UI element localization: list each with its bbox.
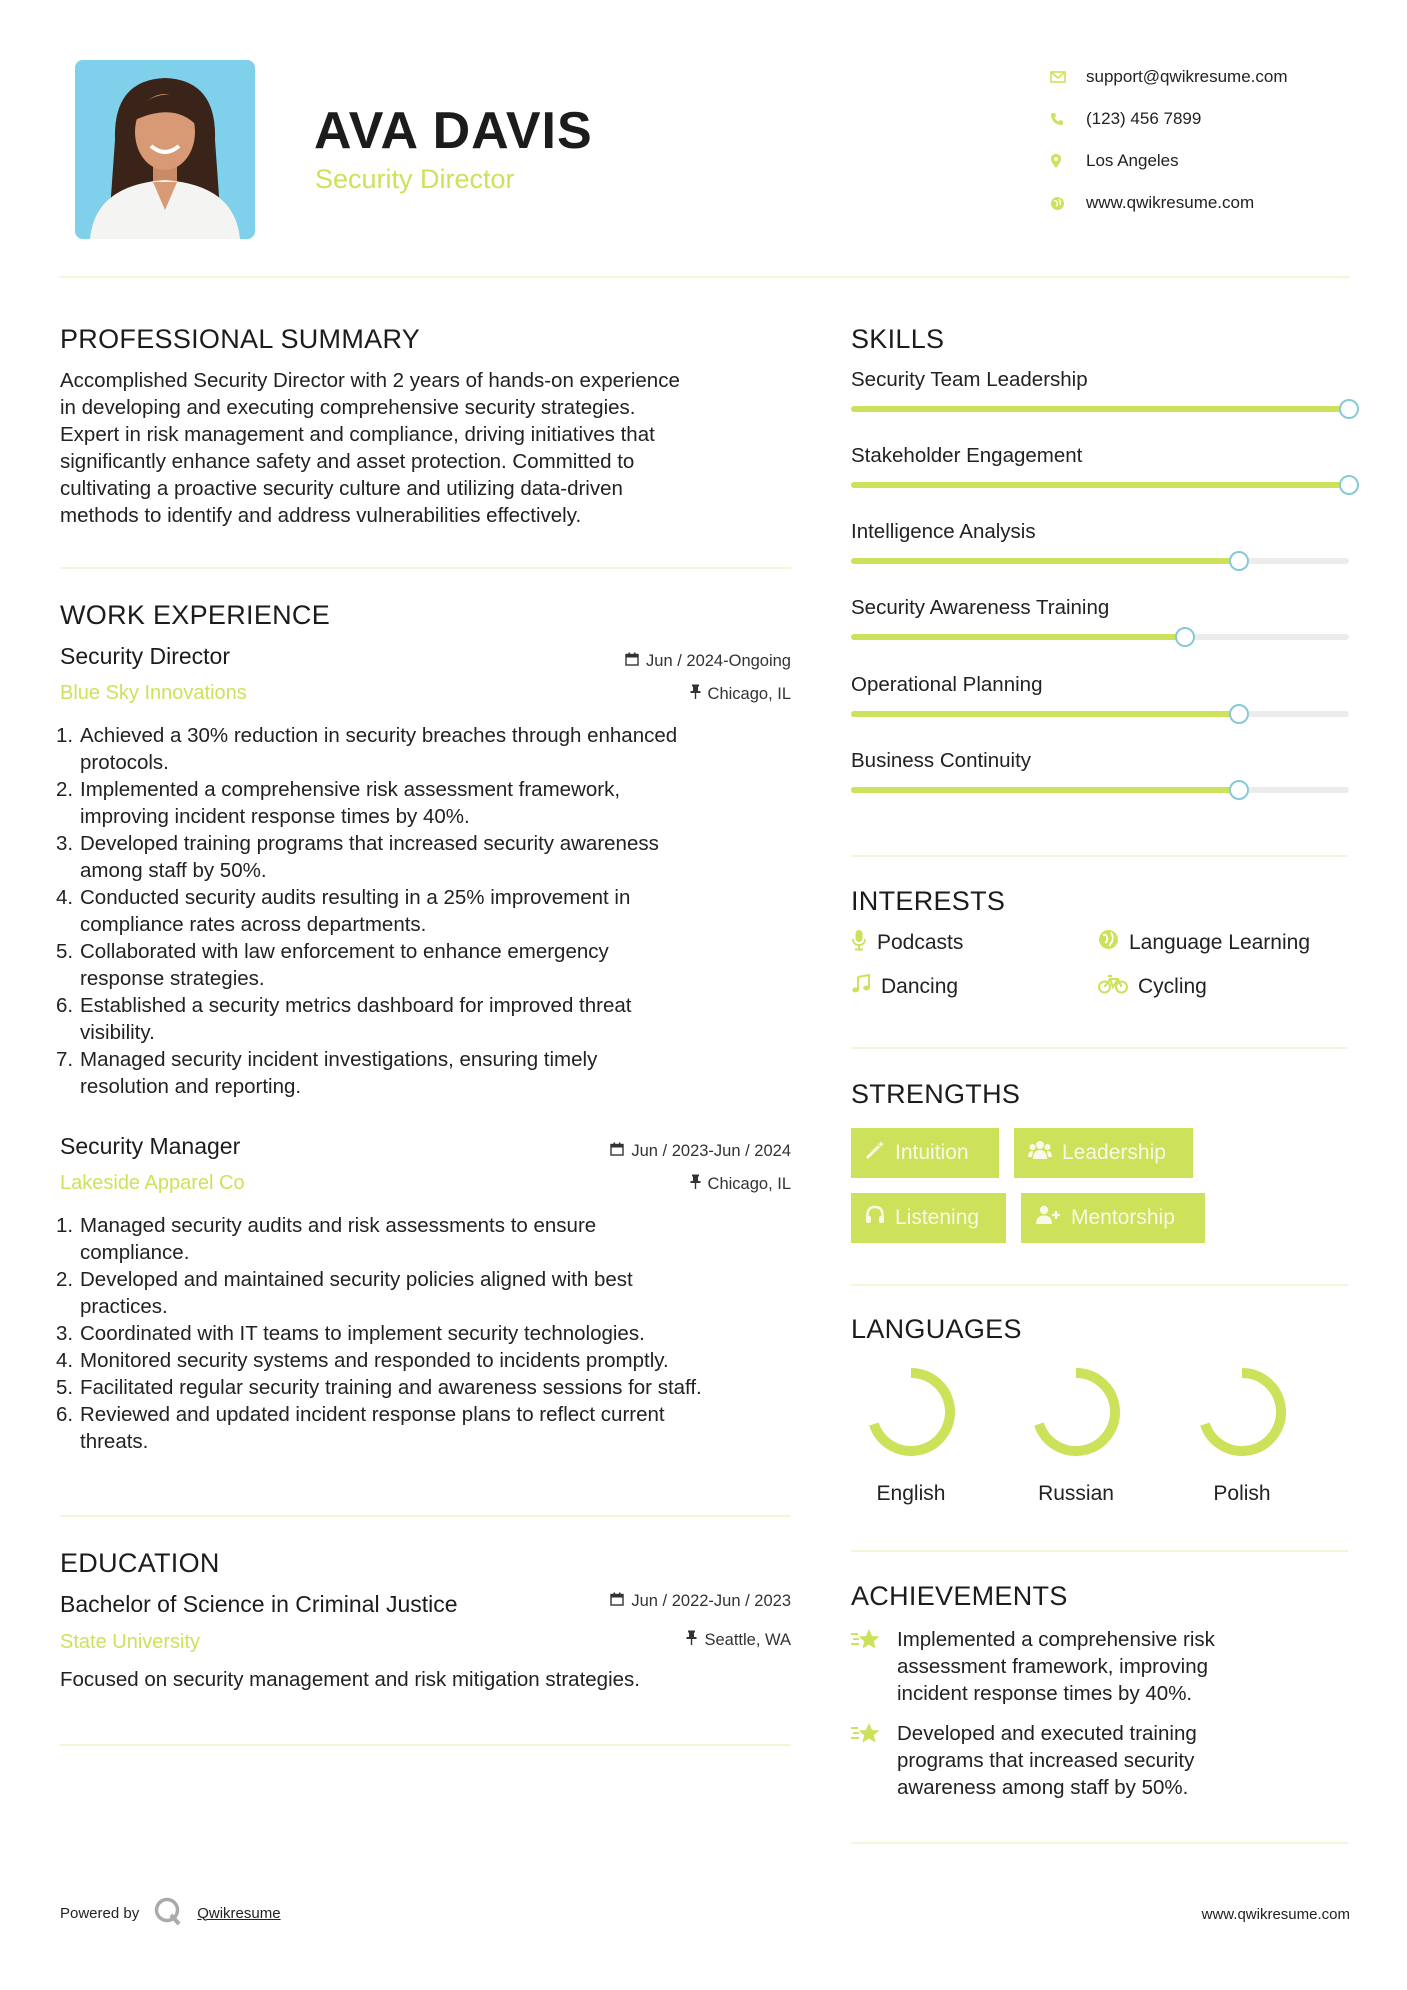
list-item: 4. Conducted security audits resulting in a 25% improvement in compliance rates across departments. [56, 886, 631, 936]
language-name: English [876, 1482, 946, 1505]
music-note-icon [851, 974, 871, 1000]
achievement-item [851, 1626, 1331, 1707]
language-ring [1182, 1365, 1302, 1459]
candidate-title: Security Director [315, 164, 515, 194]
summary-heading: PROFESSIONAL SUMMARY [60, 324, 421, 354]
user-plus-icon [1035, 1205, 1061, 1231]
interest-item [1098, 974, 1207, 1000]
pushpin-icon [690, 1174, 701, 1194]
skill-track [851, 558, 1349, 564]
skill-track [851, 406, 1349, 412]
skill-fill [851, 711, 1239, 717]
skills-divider [851, 855, 1348, 857]
interest-item [1098, 929, 1310, 956]
achievement-text: Developed and executed training programs that increased security awareness among staff by 50%. [897, 1722, 1197, 1799]
calendar-icon [625, 652, 639, 671]
interest-label: Cycling [1138, 975, 1207, 998]
skill-item [851, 520, 1351, 544]
profile-photo-image [75, 60, 255, 239]
globe-icon [1098, 929, 1119, 956]
summary-line: Expert in risk management and compliance, driving initiatives that [60, 423, 655, 446]
achievement-item [851, 1720, 1331, 1801]
contact-phone[interactable] [1050, 98, 1288, 140]
strength-label: Intuition [895, 1141, 969, 1164]
list-item: 1. Achieved a 30% reduction in security breaches through enhanced protocols. [56, 724, 678, 774]
summary-text [60, 367, 800, 529]
job-date [610, 1142, 791, 1161]
skill-item [851, 596, 1351, 620]
languages-divider [851, 1550, 1348, 1552]
skill-fill [851, 787, 1239, 793]
list-item: 5. Facilitated regular security training and awareness sessions for staff. [56, 1376, 702, 1399]
skills-heading: SKILLS [851, 324, 945, 354]
candidate-name: AVA DAVIS [314, 102, 593, 160]
strength-label: Mentorship [1071, 1206, 1175, 1229]
qwikresume-logo-icon [153, 1896, 183, 1930]
skill-fill [851, 558, 1239, 564]
header-divider [60, 276, 1350, 278]
strength-chip [851, 1193, 1006, 1243]
summary-line: in developing and executing comprehensive security strategies. [60, 396, 636, 419]
profile-photo [75, 60, 255, 239]
contact-email[interactable] [1050, 56, 1288, 98]
strength-chip [1021, 1193, 1205, 1243]
list-item: 3. Coordinated with IT teams to implement security technologies. [56, 1322, 645, 1345]
experience-heading: WORK EXPERIENCE [60, 600, 331, 630]
language-ring-arc [1039, 1373, 1115, 1451]
skill-name: Stakeholder Engagement [851, 444, 1083, 467]
calendar-icon [610, 1592, 624, 1611]
language-item [1182, 1365, 1302, 1506]
skill-knob [1175, 627, 1195, 647]
education-description: Focused on security management and risk mitigation strategies. [60, 1668, 640, 1691]
language-ring [1016, 1365, 1136, 1459]
skill-fill [851, 406, 1349, 412]
skill-fill [851, 634, 1185, 640]
language-name: Polish [1213, 1482, 1271, 1505]
list-item: 2. Developed and maintained security policies aligned with best practices. [56, 1268, 633, 1318]
interest-label: Podcasts [877, 931, 964, 954]
interests-divider [851, 1047, 1348, 1049]
skill-knob [1229, 551, 1249, 571]
skill-item [851, 749, 1351, 773]
skill-track [851, 634, 1349, 640]
contact-email-text: support@qwikresume.com [1086, 67, 1288, 86]
list-item: 1. Managed security audits and risk assessments to ensure compliance. [56, 1214, 597, 1264]
education-date [610, 1592, 791, 1611]
skill-knob [1229, 704, 1249, 724]
skill-name: Security Awareness Training [851, 596, 1110, 619]
microphone-icon [851, 929, 867, 957]
job-location-text: Chicago, IL [707, 684, 791, 703]
pushpin-icon [690, 684, 701, 704]
skill-name: Operational Planning [851, 673, 1043, 696]
skill-fill [851, 482, 1349, 488]
language-name: Russian [1038, 1482, 1114, 1505]
star-badge-icon [851, 1626, 883, 1707]
interest-item [851, 929, 963, 957]
skill-name: Security Team Leadership [851, 368, 1088, 391]
magic-wand-icon [865, 1140, 885, 1166]
skill-item [851, 368, 1351, 392]
skill-knob [1229, 780, 1249, 800]
language-item [1016, 1365, 1136, 1506]
degree-title: Bachelor of Science in Criminal Justice [60, 1591, 458, 1617]
job-date [625, 652, 791, 671]
strength-chip [1014, 1128, 1193, 1178]
summary-line: methods to identify and address vulnerabilities effectively. [60, 504, 582, 527]
powered-by-text: Powered by [60, 1904, 140, 1922]
contact-location-text: Los Angeles [1086, 151, 1179, 170]
job-location-text: Chicago, IL [707, 1174, 791, 1193]
job-company: Blue Sky Innovations [60, 682, 247, 704]
strengths-divider [851, 1284, 1348, 1286]
languages-heading: LANGUAGES [851, 1314, 1022, 1344]
strength-label: Leadership [1062, 1141, 1166, 1164]
list-item: 5. Collaborated with law enforcement to enhance emergency response strategies. [56, 940, 609, 990]
list-item: 2. Implemented a comprehensive risk assessment framework, improving incident response times by 40%. [56, 778, 621, 828]
list-item: 6. Established a security metrics dashboard for improved threat visibility. [56, 994, 632, 1044]
job-location [690, 1174, 791, 1194]
skill-track [851, 787, 1349, 793]
qwikresume-link[interactable]: Qwikresume [197, 1904, 281, 1922]
strength-label: Listening [895, 1206, 980, 1229]
skill-item [851, 444, 1351, 468]
skill-name: Intelligence Analysis [851, 520, 1036, 543]
summary-line: cultivating a proactive security culture and utilizing data-driven [60, 477, 623, 500]
phone-icon [1050, 112, 1086, 126]
list-item: 4. Monitored security systems and responded to incidents promptly. [56, 1349, 669, 1372]
education-location [686, 1630, 791, 1650]
job-date-text: Jun / 2023-Jun / 2024 [631, 1142, 791, 1160]
skill-knob [1339, 475, 1359, 495]
list-item: 6. Reviewed and updated incident response plans to reflect current threats. [56, 1403, 665, 1453]
job-location [690, 684, 791, 704]
job-title: Security Manager [60, 1133, 241, 1159]
job-date-text: Jun / 2024-Ongoing [646, 652, 791, 670]
star-badge-icon [851, 1720, 883, 1801]
list-item: 3. Developed training programs that increased security awareness among staff by 50%. [56, 832, 659, 882]
strength-chip [851, 1128, 999, 1178]
interest-label: Dancing [881, 975, 959, 998]
achievement-text: Implemented a comprehensive risk assessment framework, improving incident response times by 40%. [897, 1628, 1215, 1705]
interest-label: Language Learning [1129, 930, 1311, 954]
globe-icon [1050, 196, 1086, 211]
contact-website-text: www.qwikresume.com [1086, 193, 1255, 212]
contact-list [1050, 56, 1288, 224]
footer-powered-by [60, 1896, 281, 1930]
education-location-text: Seattle, WA [704, 1630, 791, 1649]
education-divider [60, 1744, 791, 1746]
language-ring-arc [874, 1373, 950, 1451]
job-company: Lakeside Apparel Co [60, 1172, 245, 1194]
strengths-heading: STRENGTHS [851, 1079, 1021, 1109]
skill-knob [1339, 399, 1359, 419]
job-bullets [56, 722, 800, 1100]
group-icon [1028, 1140, 1052, 1166]
achievements-heading: ACHIEVEMENTS [851, 1581, 1068, 1611]
achievements-divider [851, 1842, 1348, 1844]
job-bullets [56, 1212, 810, 1455]
envelope-icon [1050, 71, 1086, 83]
calendar-icon [610, 1142, 624, 1161]
footer-url[interactable]: www.qwikresume.com [1201, 1906, 1350, 1923]
pushpin-icon [686, 1630, 697, 1650]
summary-line: Accomplished Security Director with 2 years of hands-on experience [60, 369, 680, 392]
interest-item [851, 974, 958, 1000]
school-name: State University [60, 1631, 201, 1653]
interests-heading: INTERESTS [851, 886, 1006, 916]
language-ring-arc [1205, 1373, 1281, 1451]
contact-phone-text: (123) 456 7899 [1086, 109, 1202, 128]
language-item [851, 1365, 971, 1506]
summary-line: significantly enhance safety and asset protection. Committed to [60, 450, 635, 473]
language-ring [851, 1365, 971, 1459]
contact-website[interactable] [1050, 182, 1288, 224]
education-heading: EDUCATION [60, 1548, 220, 1578]
skill-item [851, 673, 1351, 697]
contact-location [1050, 140, 1288, 182]
headphones-icon [865, 1205, 885, 1231]
summary-divider [60, 567, 791, 569]
experience-divider [60, 1515, 791, 1517]
list-item: 7. Managed security incident investigations, ensuring timely resolution and reporting. [56, 1048, 598, 1098]
skill-track [851, 711, 1349, 717]
skill-track [851, 482, 1349, 488]
bicycle-icon [1098, 974, 1128, 1000]
job-title: Security Director [60, 643, 230, 669]
skill-name: Business Continuity [851, 749, 1032, 772]
map-pin-icon [1050, 153, 1086, 169]
education-date-text: Jun / 2022-Jun / 2023 [631, 1592, 791, 1610]
